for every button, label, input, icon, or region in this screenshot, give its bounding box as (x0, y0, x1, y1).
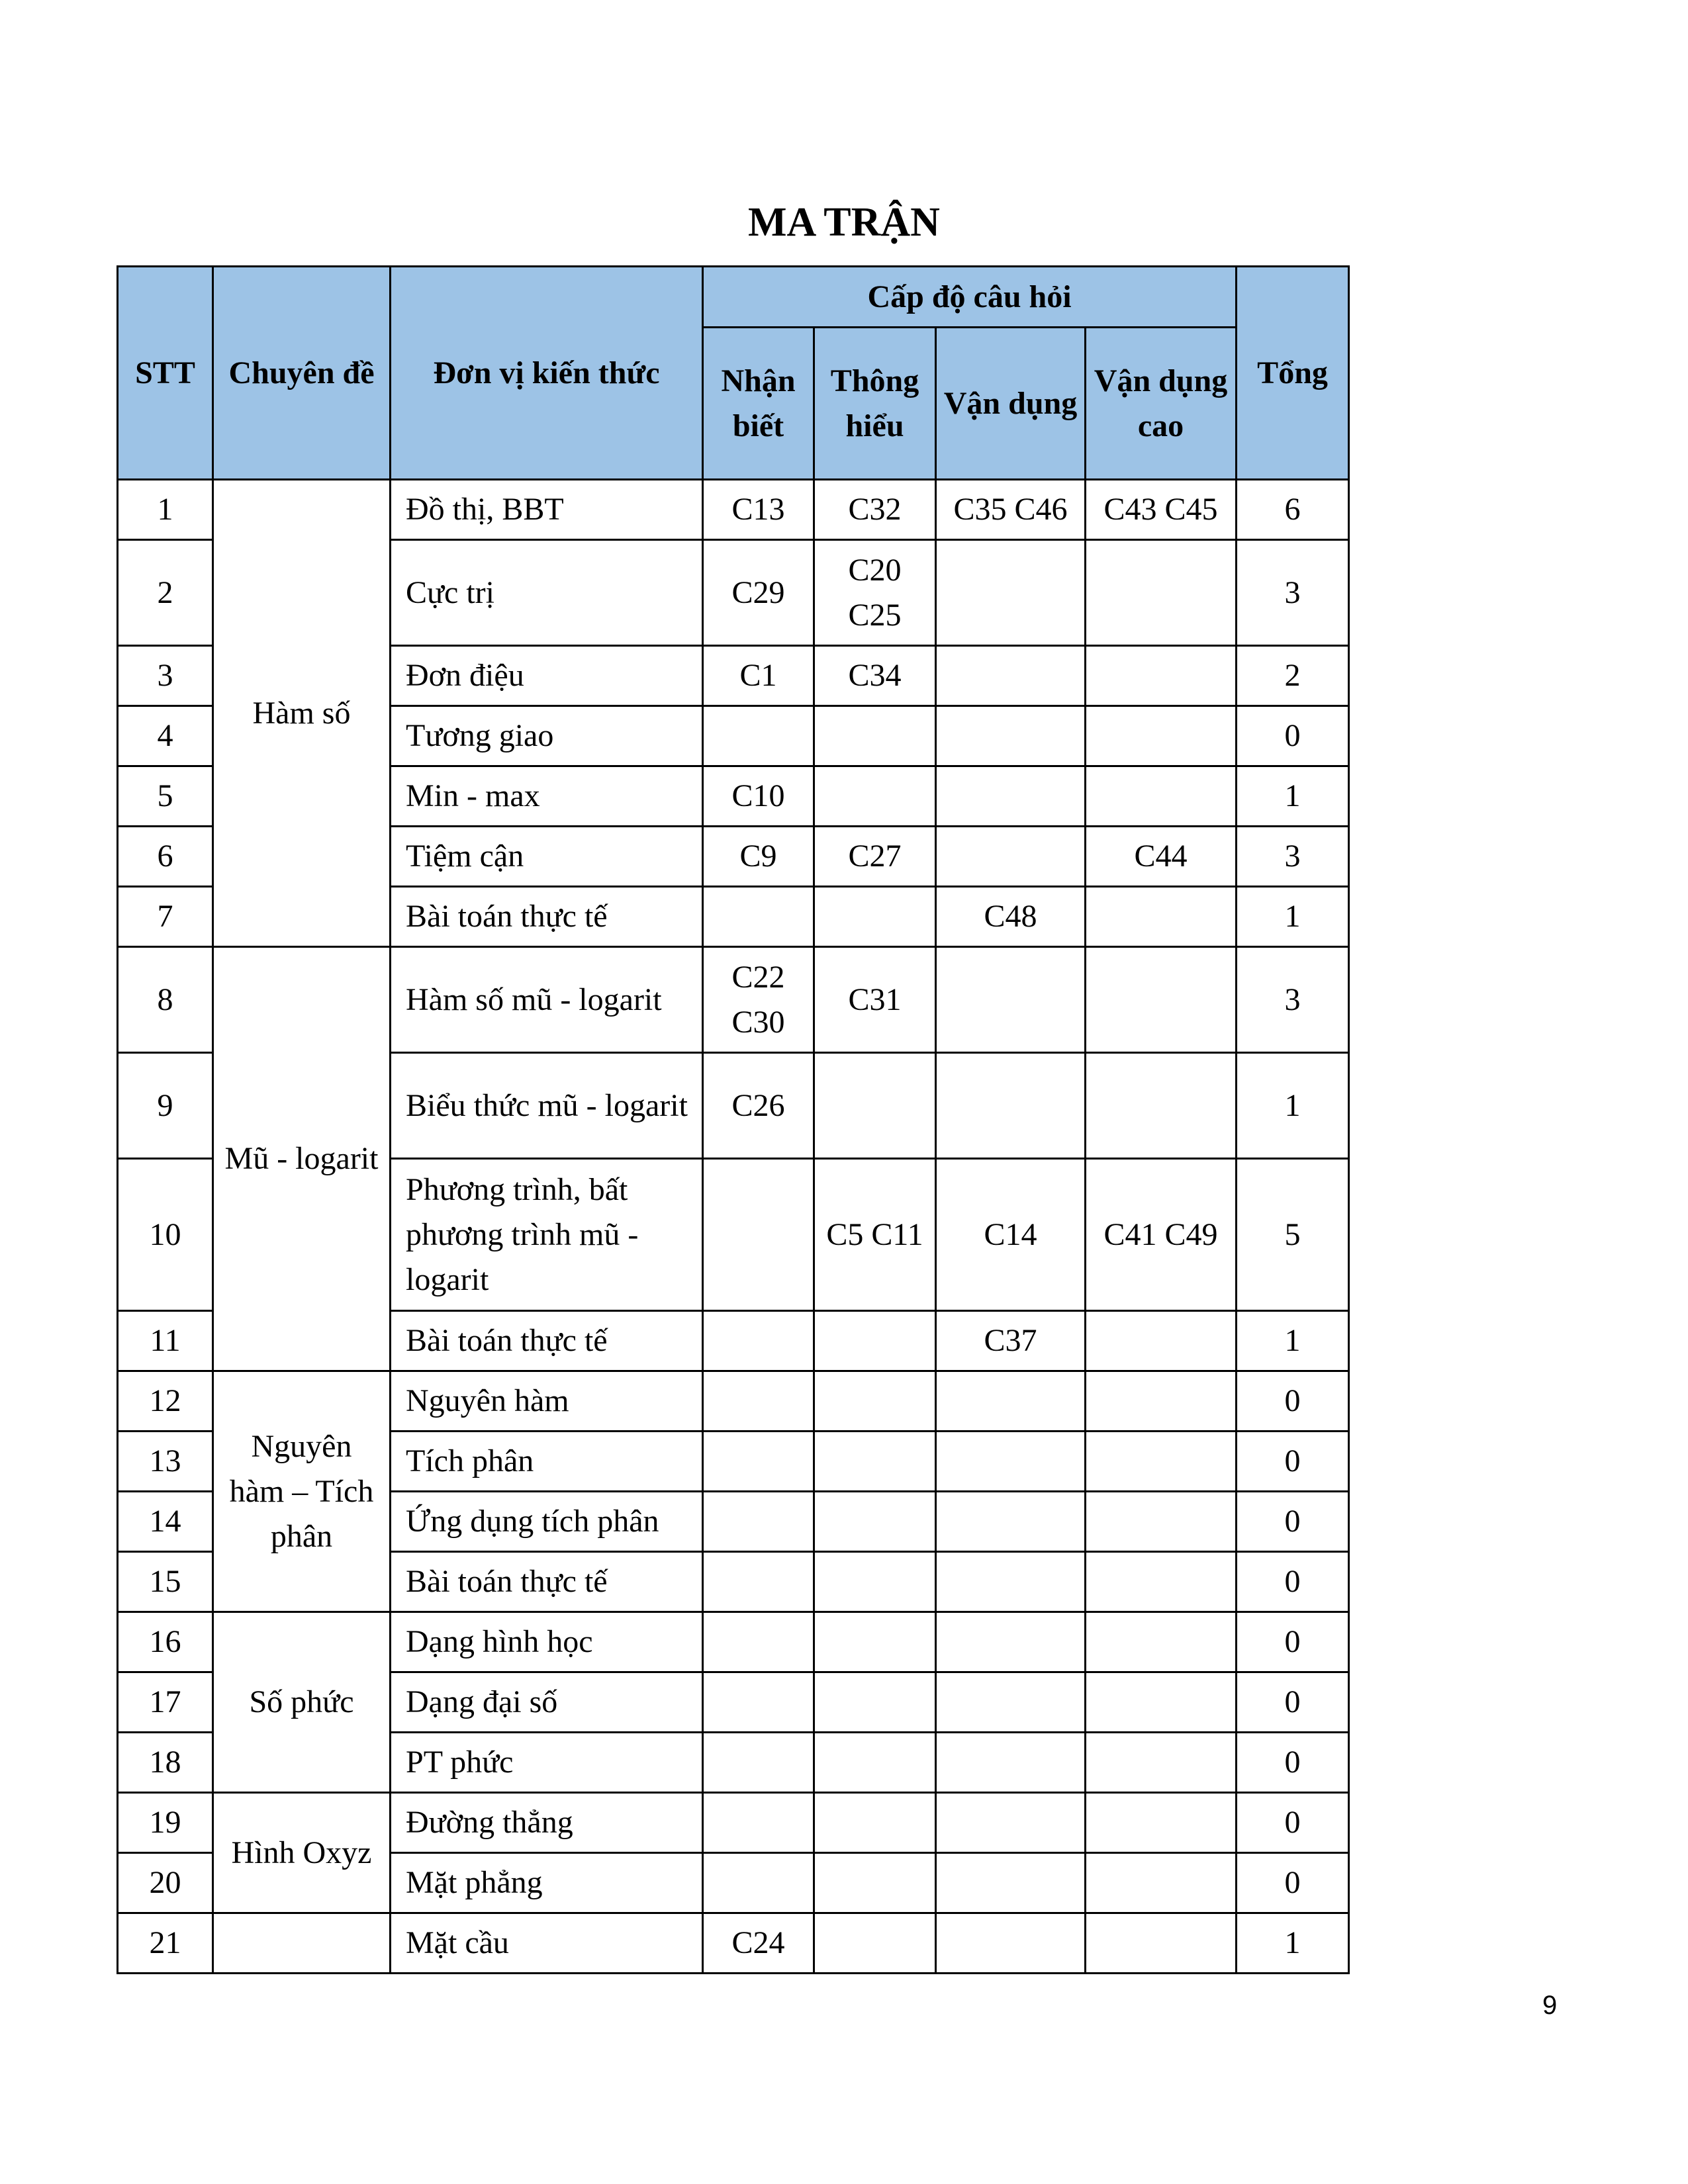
application-cell (936, 1733, 1086, 1793)
understanding-cell (814, 1432, 936, 1492)
knowledge-unit: Đơn điệu (391, 646, 703, 706)
total-cell: 0 (1237, 1733, 1349, 1793)
understanding-cell: C5 C11 (814, 1159, 936, 1311)
application-cell: C37 (936, 1311, 1086, 1371)
understanding-cell (814, 1853, 936, 1913)
topic-cell: Hàm số (213, 480, 391, 947)
row-stt: 17 (118, 1672, 213, 1733)
row-stt: 14 (118, 1492, 213, 1552)
total-cell: 0 (1237, 1672, 1349, 1733)
application-cell (936, 706, 1086, 766)
recognition-cell: C13 (703, 480, 814, 540)
application-cell (936, 1672, 1086, 1733)
knowledge-unit: Mặt cầu (391, 1913, 703, 1974)
knowledge-unit: Tích phân (391, 1432, 703, 1492)
understanding-cell (814, 1672, 936, 1733)
row-stt: 9 (118, 1053, 213, 1159)
understanding-cell (814, 1053, 936, 1159)
total-cell: 0 (1237, 1432, 1349, 1492)
recognition-cell (703, 1733, 814, 1793)
advanced-application-cell (1086, 1733, 1237, 1793)
row-stt: 16 (118, 1612, 213, 1672)
row-stt: 4 (118, 706, 213, 766)
recognition-cell: C10 (703, 766, 814, 827)
row-stt: 3 (118, 646, 213, 706)
table-row (118, 1913, 1349, 1974)
application-cell (936, 1612, 1086, 1672)
knowledge-unit: Đường thẳng (391, 1793, 703, 1853)
total-cell: 3 (1237, 947, 1349, 1053)
recognition-cell: C24 (703, 1913, 814, 1974)
knowledge-unit: Mặt phẳng (391, 1853, 703, 1913)
advanced-application-cell (1086, 1793, 1237, 1853)
knowledge-unit: Ứng dụng tích phân (391, 1492, 703, 1552)
page-number: 9 (1542, 1991, 1558, 2020)
topic-cell: Hình Oxyz (213, 1793, 391, 1913)
advanced-application-cell (1086, 766, 1237, 827)
row-stt: 13 (118, 1432, 213, 1492)
total-cell: 1 (1237, 1053, 1349, 1159)
understanding-cell (814, 1793, 936, 1853)
advanced-application-cell (1086, 540, 1237, 646)
advanced-application-cell (1086, 1432, 1237, 1492)
row-stt: 18 (118, 1733, 213, 1793)
recognition-cell (703, 706, 814, 766)
total-cell: 1 (1237, 1913, 1349, 1974)
advanced-application-cell (1086, 1913, 1237, 1974)
row-stt: 19 (118, 1793, 213, 1853)
header-topic: Chuyên đề (213, 267, 391, 480)
understanding-cell: C27 (814, 827, 936, 887)
total-cell: 0 (1237, 1492, 1349, 1552)
total-cell: 2 (1237, 646, 1349, 706)
advanced-application-cell (1086, 1492, 1237, 1552)
understanding-cell: C32 (814, 480, 936, 540)
topic-cell: Nguyên hàm – Tích phân (213, 1371, 391, 1612)
row-stt: 6 (118, 827, 213, 887)
recognition-cell (703, 1612, 814, 1672)
application-cell (936, 1853, 1086, 1913)
application-cell (936, 1371, 1086, 1432)
table-row (118, 480, 1349, 540)
header-understanding: Thông hiểu (814, 328, 936, 480)
understanding-cell (814, 1552, 936, 1612)
understanding-cell (814, 1913, 936, 1974)
table-row (118, 1793, 1349, 1853)
total-cell: 0 (1237, 1552, 1349, 1612)
recognition-cell (703, 1793, 814, 1853)
total-cell: 0 (1237, 1612, 1349, 1672)
total-cell: 0 (1237, 1371, 1349, 1432)
total-cell: 1 (1237, 1311, 1349, 1371)
total-cell: 5 (1237, 1159, 1349, 1311)
understanding-cell (814, 1733, 936, 1793)
header-total: Tổng (1237, 267, 1349, 480)
knowledge-unit: PT phức (391, 1733, 703, 1793)
application-cell: C35 C46 (936, 480, 1086, 540)
advanced-application-cell (1086, 1672, 1237, 1733)
total-cell: 1 (1237, 766, 1349, 827)
advanced-application-cell: C41 C49 (1086, 1159, 1237, 1311)
recognition-cell (703, 1492, 814, 1552)
header-unit: Đơn vị kiến thức (391, 267, 703, 480)
row-stt: 20 (118, 1853, 213, 1913)
understanding-cell (814, 766, 936, 827)
row-stt: 5 (118, 766, 213, 827)
knowledge-unit: Dạng đại số (391, 1672, 703, 1733)
advanced-application-cell (1086, 1053, 1237, 1159)
total-cell: 0 (1237, 1853, 1349, 1913)
knowledge-unit: Bài toán thực tế (391, 1552, 703, 1612)
application-cell (936, 827, 1086, 887)
row-stt: 12 (118, 1371, 213, 1432)
total-cell: 1 (1237, 887, 1349, 947)
application-cell (936, 1432, 1086, 1492)
recognition-cell (703, 1311, 814, 1371)
advanced-application-cell (1086, 1552, 1237, 1612)
matrix-table (117, 265, 1350, 1974)
total-cell: 6 (1237, 480, 1349, 540)
understanding-cell (814, 887, 936, 947)
row-stt: 21 (118, 1913, 213, 1974)
knowledge-unit: Dạng hình học (391, 1612, 703, 1672)
header-advanced-application: Vận dụng cao (1086, 328, 1237, 480)
recognition-cell (703, 1672, 814, 1733)
advanced-application-cell (1086, 1371, 1237, 1432)
understanding-cell: C20 C25 (814, 540, 936, 646)
advanced-application-cell: C44 (1086, 827, 1237, 887)
recognition-cell (703, 1853, 814, 1913)
page-title: MA TRẬN (748, 200, 940, 245)
knowledge-unit: Tương giao (391, 706, 703, 766)
knowledge-unit: Min - max (391, 766, 703, 827)
recognition-cell (703, 1552, 814, 1612)
recognition-cell: C1 (703, 646, 814, 706)
recognition-cell (703, 887, 814, 947)
advanced-application-cell (1086, 947, 1237, 1053)
knowledge-unit: Phương trình, bất phương trình mũ - logarit (391, 1159, 703, 1311)
topic-cell: Mũ - logarit (213, 947, 391, 1371)
understanding-cell (814, 1492, 936, 1552)
advanced-application-cell (1086, 1612, 1237, 1672)
advanced-application-cell: C43 C45 (1086, 480, 1237, 540)
advanced-application-cell (1086, 1311, 1237, 1371)
application-cell: C48 (936, 887, 1086, 947)
recognition-cell: C29 (703, 540, 814, 646)
table-row (118, 1371, 1349, 1432)
row-stt: 15 (118, 1552, 213, 1612)
header-levels-group: Cấp độ câu hỏi (703, 267, 1237, 328)
header-recognition: Nhận biết (703, 328, 814, 480)
total-cell: 0 (1237, 1793, 1349, 1853)
advanced-application-cell (1086, 887, 1237, 947)
recognition-cell: C9 (703, 827, 814, 887)
understanding-cell (814, 706, 936, 766)
topic-cell (213, 1913, 391, 1974)
application-cell (936, 540, 1086, 646)
application-cell (936, 1492, 1086, 1552)
understanding-cell (814, 1612, 936, 1672)
understanding-cell: C31 (814, 947, 936, 1053)
recognition-cell: C22 C30 (703, 947, 814, 1053)
knowledge-unit: Biểu thức mũ - logarit (391, 1053, 703, 1159)
advanced-application-cell (1086, 706, 1237, 766)
application-cell: C14 (936, 1159, 1086, 1311)
recognition-cell (703, 1432, 814, 1492)
row-stt: 2 (118, 540, 213, 646)
application-cell (936, 766, 1086, 827)
knowledge-unit: Bài toán thực tế (391, 1311, 703, 1371)
recognition-cell: C26 (703, 1053, 814, 1159)
recognition-cell (703, 1371, 814, 1432)
application-cell (936, 1793, 1086, 1853)
application-cell (936, 1053, 1086, 1159)
row-stt: 11 (118, 1311, 213, 1371)
recognition-cell (703, 1159, 814, 1311)
knowledge-unit: Cực trị (391, 540, 703, 646)
understanding-cell (814, 1371, 936, 1432)
application-cell (936, 1913, 1086, 1974)
understanding-cell: C34 (814, 646, 936, 706)
topic-cell: Số phức (213, 1612, 391, 1793)
application-cell (936, 1552, 1086, 1612)
knowledge-unit: Bài toán thực tế (391, 887, 703, 947)
knowledge-unit: Tiệm cận (391, 827, 703, 887)
total-cell: 3 (1237, 827, 1349, 887)
row-stt: 8 (118, 947, 213, 1053)
row-stt: 10 (118, 1159, 213, 1311)
knowledge-unit: Hàm số mũ - logarit (391, 947, 703, 1053)
table-row (118, 947, 1349, 1053)
advanced-application-cell (1086, 646, 1237, 706)
advanced-application-cell (1086, 1853, 1237, 1913)
knowledge-unit: Đồ thị, BBT (391, 480, 703, 540)
application-cell (936, 947, 1086, 1053)
header-stt: STT (118, 267, 213, 480)
header-application: Vận dụng (936, 328, 1086, 480)
total-cell: 0 (1237, 706, 1349, 766)
row-stt: 7 (118, 887, 213, 947)
row-stt: 1 (118, 480, 213, 540)
table-row (118, 1612, 1349, 1672)
total-cell: 3 (1237, 540, 1349, 646)
application-cell (936, 646, 1086, 706)
understanding-cell (814, 1311, 936, 1371)
knowledge-unit: Nguyên hàm (391, 1371, 703, 1432)
